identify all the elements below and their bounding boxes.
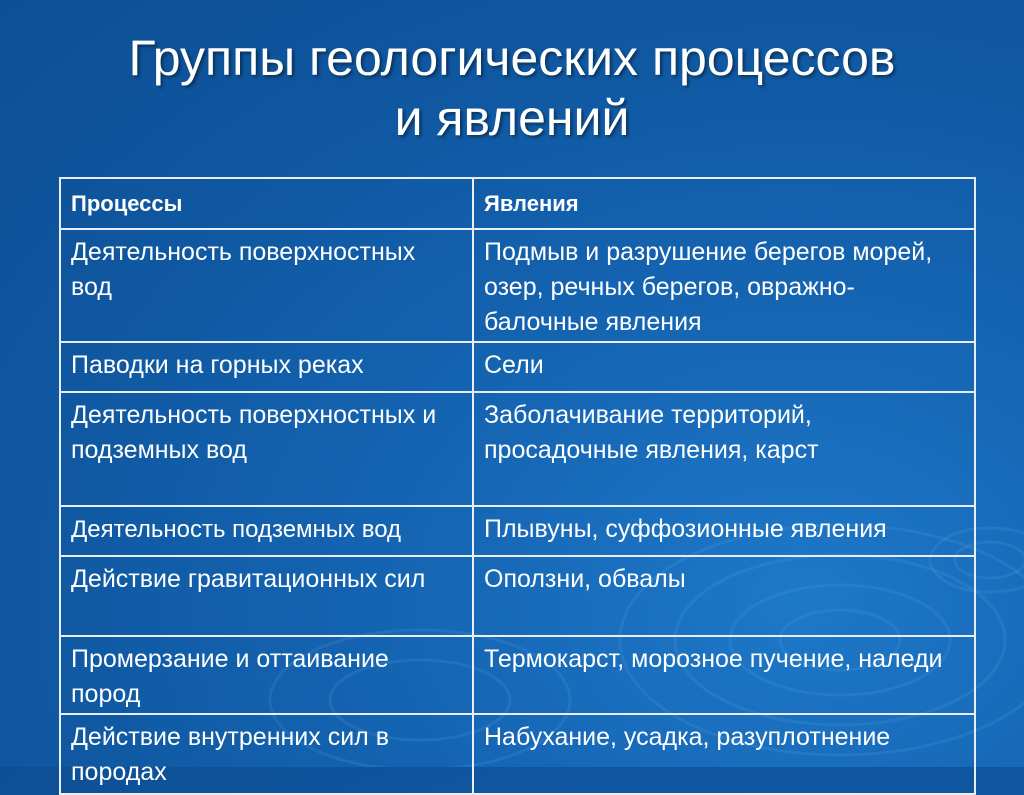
process-cell: Деятельность подземных вод: [60, 506, 473, 556]
process-cell: Действие гравитационных сил: [60, 556, 473, 636]
table-row: [60, 392, 975, 506]
table-row: [60, 342, 975, 392]
phenomenon-cell: Набухание, усадка, разуплотнение: [473, 714, 975, 794]
process-cell: Деятельность поверхностных и подземных вод: [60, 392, 473, 506]
header-row: [60, 178, 975, 229]
phenomenon-cell: Подмыв и разрушение берегов морей, озер, речных берегов, овражно-балочные явления: [473, 229, 975, 342]
header-processes: Процессы: [60, 178, 473, 229]
phenomenon-cell: Термокарст, морозное пучение, наледи: [473, 636, 975, 714]
title-line-2: и явлений: [394, 90, 630, 146]
phenomenon-cell: Сели: [473, 342, 975, 392]
processes-table: [59, 177, 976, 795]
process-cell: Деятельность поверхностных вод: [60, 229, 473, 342]
table-row: [60, 229, 975, 342]
process-cell: Действие внутренних сил в породах: [60, 714, 473, 794]
phenomenon-cell: Оползни, обвалы: [473, 556, 975, 636]
table-row: [60, 714, 975, 794]
title-line-1: Группы геологических процессов: [128, 30, 896, 86]
process-cell: Паводки на горных реках: [60, 342, 473, 392]
slide-title: [0, 28, 1024, 148]
phenomenon-cell: Заболачивание территорий, просадочные явления, карст: [473, 392, 975, 506]
phenomenon-cell: Плывуны, суффозионные явления: [473, 506, 975, 556]
process-cell: Промерзание и оттаивание пород: [60, 636, 473, 714]
table-row: [60, 506, 975, 556]
table-row: [60, 556, 975, 636]
table-row: [60, 636, 975, 714]
header-phenomena: Явления: [473, 178, 975, 229]
